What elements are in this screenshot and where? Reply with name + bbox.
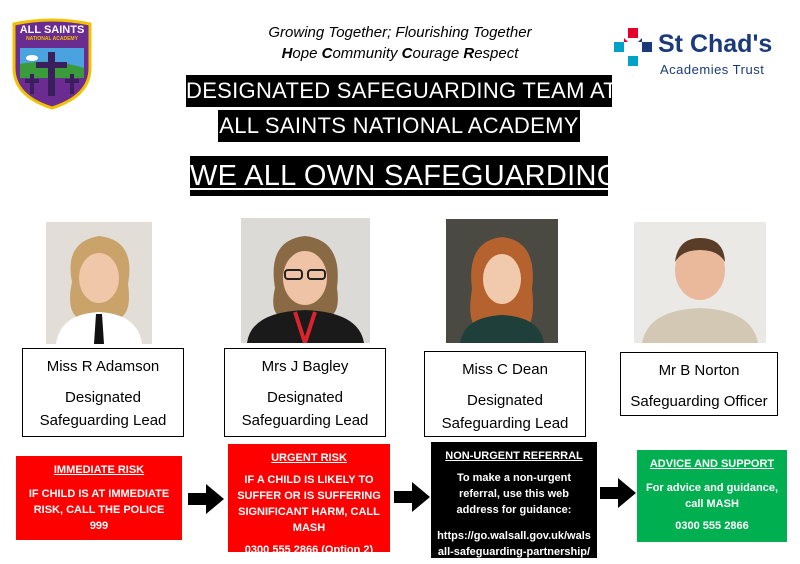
step-body: For advice and guidance, call MASH <box>645 482 779 510</box>
step-heading: NON-URGENT REFERRAL <box>445 450 583 462</box>
staff-name: Mrs J Bagley <box>261 358 349 375</box>
motto-line1: Growing Together; Flourishing Together <box>268 24 532 41</box>
slogan-banner: WE ALL OWN SAFEGUARDING <box>190 156 608 196</box>
staff-role-line2: Safeguarding Lead <box>39 412 167 429</box>
step-heading: ADVICE AND SUPPORT <box>649 458 775 470</box>
trust-logo-icon <box>614 28 652 71</box>
staff-role-line1: Safeguarding Officer <box>630 393 768 410</box>
step-immediate-risk <box>16 456 182 540</box>
staff-photo-bagley <box>241 218 370 343</box>
step-phone: 0300 555 2866 (Option 2) <box>244 544 374 556</box>
banner-line1: DESIGNATED SAFEGUARDING TEAM AT <box>186 75 612 107</box>
step-non-urgent-referral <box>431 442 597 558</box>
staff-photo-adamson <box>46 222 152 344</box>
staff-photo-norton <box>634 222 766 343</box>
step-body: IF A CHILD IS LIKELY TO SUFFER OR IS SUFFERING SIGNIFICANT HARM, CALL MASH <box>237 474 381 534</box>
trust-name: St Chad's <box>658 30 773 58</box>
banner-line2: ALL SAINTS NATIONAL ACADEMY <box>218 110 580 142</box>
staff-name: Miss R Adamson <box>46 358 160 375</box>
step-heading: URGENT RISK <box>271 452 347 464</box>
staff-card-norton <box>620 352 778 416</box>
step-advice-support <box>637 450 787 542</box>
right-arrow-icon <box>188 484 224 514</box>
step-body: To make a non-urgent referral, use this web address for guidance: <box>456 472 572 516</box>
staff-role-line2: Safeguarding Lead <box>241 412 369 429</box>
staff-role-line1: Designated <box>267 389 343 406</box>
staff-role-line1: Designated <box>65 389 141 406</box>
staff-card-bagley <box>224 348 386 437</box>
staff-photo-dean <box>446 219 558 343</box>
step-urgent-risk <box>228 444 390 556</box>
step-link[interactable]: https://go.walsall.gov.uk/walsall-safeguarding-partnership/ <box>437 530 591 558</box>
school-logo-text: ALL SAINTS <box>19 24 85 36</box>
step-phone: 0300 555 2866 <box>675 520 749 532</box>
right-arrow-icon <box>394 482 430 512</box>
staff-name: Mr B Norton <box>658 362 740 379</box>
staff-card-dean <box>424 351 586 437</box>
school-logo-subtext: NATIONAL ACADEMY <box>26 36 78 42</box>
step-body: IF CHILD IS AT IMMEDIATE RISK, CALL THE POLICE 999 <box>28 488 170 532</box>
staff-role-line1: Designated <box>467 392 543 409</box>
staff-name: Miss C Dean <box>462 361 548 378</box>
staff-card-adamson <box>22 348 184 437</box>
trust-subtitle: Academies Trust <box>660 62 765 77</box>
step-heading: IMMEDIATE RISK <box>53 464 145 476</box>
right-arrow-icon <box>600 478 636 508</box>
staff-role-line2: Safeguarding Lead <box>441 415 569 432</box>
motto-line2: Hope Community Courage Respect <box>281 45 519 62</box>
